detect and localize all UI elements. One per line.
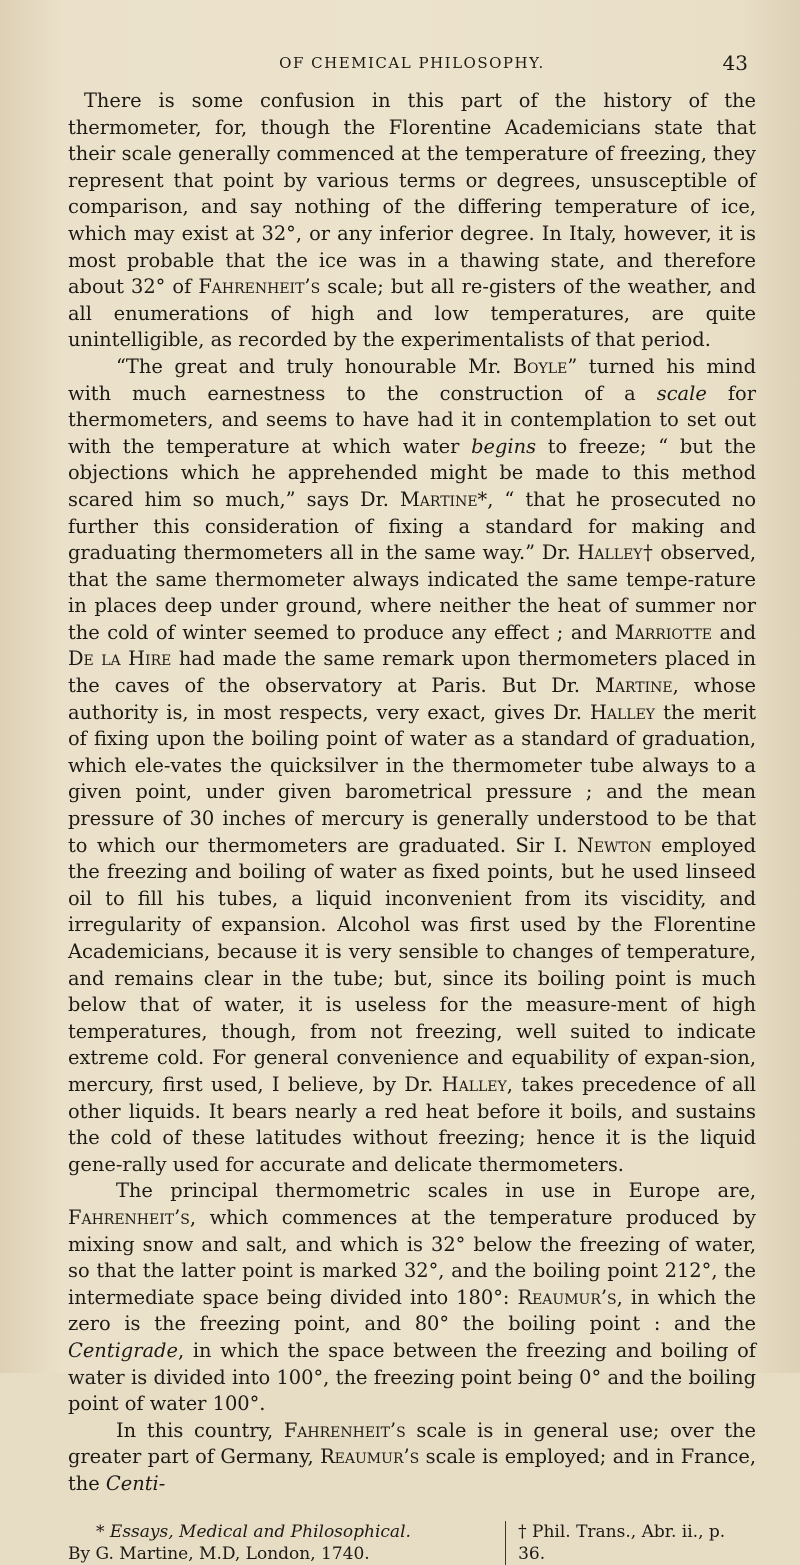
small-caps-name: De la Hire bbox=[68, 647, 172, 671]
text-run: scale; but all re-gisters of the weather, and all enumerations of high and low temperatures, are quite unintelligible, as recorded by the experimentalists of that period. bbox=[68, 275, 756, 352]
small-caps-name: Reaumur’s bbox=[320, 1445, 420, 1469]
small-caps-name: Marriotte bbox=[614, 620, 713, 644]
text-run: , in which the space between the freezing and boiling of water is divided into 100°, the freezing point being 0° and the boiling point of water 100°. bbox=[68, 1338, 756, 1416]
text-run: to freeze; “ but the objections which he apprehended might be made to this method scared him so much,” says Dr. bbox=[68, 434, 756, 511]
text-run: scale is employed; and in France, the bbox=[68, 1445, 756, 1495]
small-caps-name: Martine bbox=[399, 487, 478, 511]
footnotes bbox=[68, 1521, 756, 1565]
text-run: “The great and truly honourable Mr. bbox=[116, 354, 513, 378]
small-caps-name: Newton bbox=[576, 833, 652, 857]
italic-text: Centi- bbox=[105, 1471, 166, 1495]
small-caps-name: Martine bbox=[595, 674, 673, 698]
text-run: In this country, bbox=[116, 1418, 284, 1442]
footnote-line: † Phil. Trans., Abr. ii., p. 36. bbox=[518, 1522, 726, 1565]
footnote-phil-trans bbox=[506, 1521, 756, 1565]
paragraph bbox=[68, 1178, 756, 1417]
italic-text: begins bbox=[471, 434, 537, 458]
text-run: , whose authority is, in most respects, very exact, gives Dr. bbox=[68, 674, 756, 724]
small-caps-name: Fahrenheit’s bbox=[283, 1418, 406, 1442]
text-run: † observed, that the same thermometer always indicated the same tempe-rature in places deep under ground, where neither the heat of summer nor the cold of winter seemed to produce any effect ; and bbox=[68, 541, 756, 644]
body-text bbox=[68, 88, 756, 1497]
text-run: ” turned his mind with much earnestness to the construction of a bbox=[68, 354, 756, 405]
text-run: , takes precedence of all other liquids. It bears nearly a red heat before it boils, and sustains the cold of these latitudes without freezing; hence it is the liquid gene-rally used for accurate and delicate thermometers. bbox=[68, 1072, 757, 1176]
footnote-line: * Essays, Medical and Philosophical. bbox=[96, 1522, 411, 1543]
small-caps-name: Halley bbox=[577, 541, 643, 565]
footnote-martine bbox=[68, 1521, 506, 1565]
text-run: , which commences at the temperature produced by mixing snow and salt, and which is 32° below the freezing of water, so that the latter point is marked 32°, and the boiling point 212°, the intermediate space being divided into 180°: bbox=[68, 1205, 756, 1309]
italic-text: Centigrade bbox=[68, 1338, 178, 1362]
page-number: 43 bbox=[722, 51, 748, 75]
italic-text: scale bbox=[656, 381, 707, 405]
text-run: employed the freezing and boiling of water as fixed points, but he used linseed oil to fill his tubes, a liquid inconvenient from its viscidity, and irregularity of expansion. Alcohol was first used by the Florentine Academicians, because it is very sensible to changes of temperature, and remains clear in the tube; but, since its boiling point is much below that of water, it is useless for the measure-ment of high temperatures, though, from not freezing, well suited to indicate extreme cold. For general convenience and equability of expan-sion, mercury, first used, I believe, by Dr. bbox=[68, 833, 756, 1096]
text-run: the merit of fixing upon the boiling point of water as a standard of graduation, which ele-vates the quicksilver in the thermometer tube always to a given point, under given barometrical pressure ; and the mean pressure of 30 inches of mercury is generally understood to be that to which our thermometers are graduated. Sir I. bbox=[68, 700, 756, 857]
paragraph bbox=[68, 354, 756, 1178]
paragraph bbox=[68, 1418, 756, 1498]
footnote-line: By G. Martine, M.D, London, 1740. bbox=[68, 1544, 370, 1565]
text-run: *, “ that he prosecuted no further this consideration of fixing a standard for making and graduating thermometers all in the same way.” Dr. bbox=[68, 487, 756, 565]
small-caps-name: Reaumur’s bbox=[517, 1285, 617, 1309]
text-run: , in which the zero is the freezing point, and 80° the boiling point : and the bbox=[68, 1285, 756, 1336]
text-run: There is some confusion in this part of the history of the thermometer, for, though the Florentine Academicians state that their scale generally commenced at the temperature of freezing, they represent that point by various terms or degrees, unsusceptible of comparison, and say nothing of the differing temperature of ice, which may exist at 32°, or any inferior degree. In Italy, however, it is most probable that the ice was in a thawing state, and therefore about 32° of bbox=[68, 89, 756, 299]
small-caps-name: Halley bbox=[589, 700, 656, 724]
small-caps-name: Boyle bbox=[512, 354, 568, 378]
running-title: OF CHEMICAL PHILOSOPHY. bbox=[279, 54, 545, 72]
text-run: had made the same remark upon thermometers placed in the caves of the observatory at Paris. But Dr. bbox=[68, 647, 756, 698]
small-caps-name: Fahrenheit’s bbox=[198, 275, 321, 299]
text-run: for thermometers, and seems to have had it in contemplation to set out with the temperature at which water bbox=[68, 381, 756, 458]
small-caps-name: Fahrenheit’s bbox=[68, 1205, 190, 1229]
small-caps-name: Halley bbox=[441, 1072, 507, 1096]
text-run: The principal thermometric scales in use in Europe are, bbox=[116, 1179, 756, 1203]
text-run: and bbox=[712, 620, 756, 644]
text-run: scale is in general use; over the greater part of Germany, bbox=[68, 1418, 756, 1469]
paragraph bbox=[68, 88, 756, 354]
running-head bbox=[68, 46, 756, 80]
